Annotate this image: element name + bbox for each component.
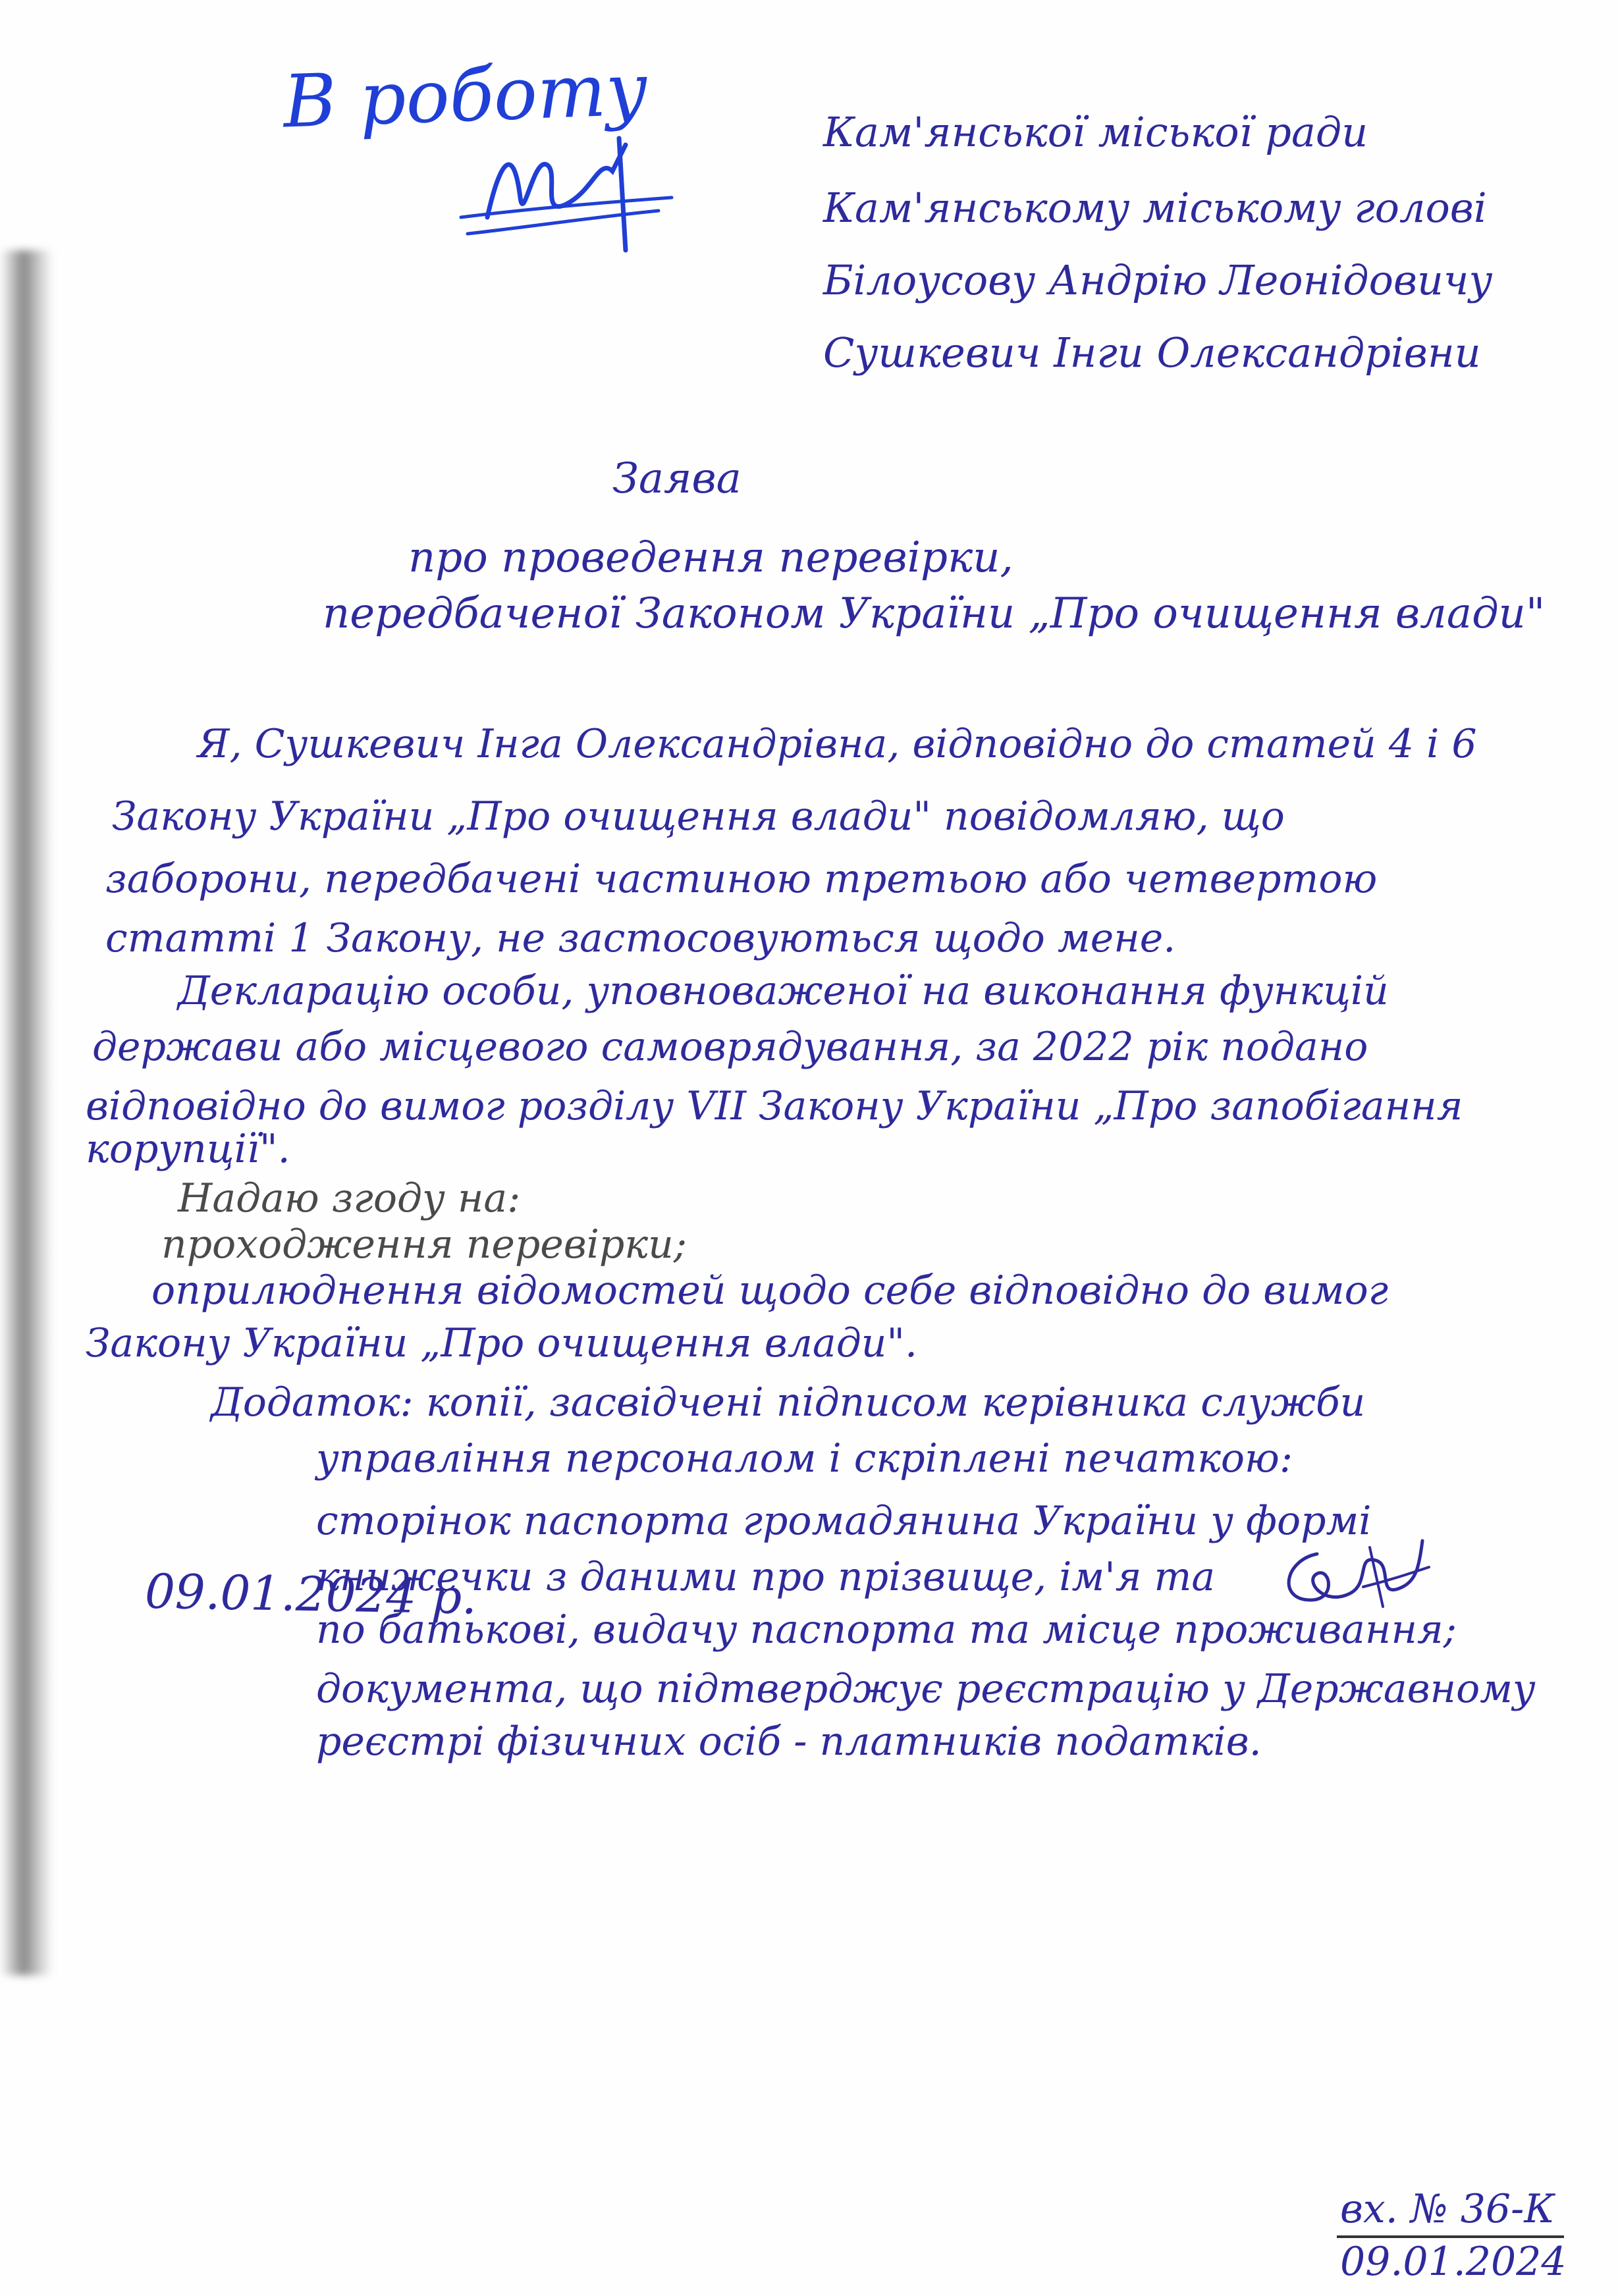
body-line: заборони, передбачені частиною третьою або четвертою bbox=[105, 856, 1378, 902]
body-line: Закону України „Про очищення влади" повідомляю, що bbox=[112, 793, 1285, 840]
registration-divider bbox=[1337, 2235, 1564, 2238]
attachment-line: сторінок паспорта громадянина України у формі bbox=[316, 1498, 1372, 1544]
addressee-line: Кам'янської міської ради bbox=[823, 108, 1368, 156]
attachment-line: документа, що підтверджує реєстрацію у Державному bbox=[316, 1666, 1536, 1712]
scan-shadow-edge bbox=[0, 250, 53, 1975]
attachment-line: управління персоналом і скріплені печаткою: bbox=[316, 1435, 1293, 1482]
title-line: про проведення перевірки, bbox=[408, 533, 1013, 582]
addressee-line: Кам'янському міському голові bbox=[823, 184, 1487, 232]
document-title: Заява bbox=[612, 454, 742, 503]
title-line: передбаченої Законом України „Про очищення влади" bbox=[323, 589, 1546, 638]
body-line: Додаток: копії, засвідчені підписом керівника служби bbox=[211, 1379, 1366, 1426]
body-line: відповідно до вимог розділу VII Закону України „Про запобігання bbox=[86, 1083, 1463, 1129]
resolution-text: В роботу bbox=[281, 47, 649, 144]
body-line: держави або місцевого самоврядування, за 2022 рік подано bbox=[92, 1024, 1368, 1070]
body-line: статті 1 Закону, не застосовуються щодо мене. bbox=[105, 915, 1176, 961]
attachment-line: книжечки з даними про прізвище, ім'я та bbox=[316, 1554, 1216, 1600]
attachment-line: по батькові, видачу паспорта та місце проживання; bbox=[316, 1607, 1457, 1653]
body-line: оприлюднення відомостей щодо себе відповідно до вимог bbox=[151, 1268, 1389, 1314]
body-line: проходження перевірки; bbox=[161, 1221, 687, 1268]
addressee-line: Білоусову Андрію Леонідовичу bbox=[823, 256, 1493, 304]
body-line: Декларацію особи, уповноваженої на виконання функцій bbox=[178, 968, 1389, 1014]
body-line: корупції". bbox=[86, 1126, 290, 1172]
document-date: 09.01.2024 р. bbox=[144, 1563, 477, 1625]
body-line: Я, Сушкевич Інга Олександрівна, відповідно до статей 4 і 6 bbox=[198, 721, 1477, 767]
body-line: Надаю згоду на: bbox=[178, 1175, 521, 1221]
addressee-line: Сушкевич Інги Олександрівни bbox=[823, 329, 1481, 377]
registration-date: 09.01.2024 bbox=[1340, 2239, 1567, 2285]
resolution-signature-icon bbox=[461, 119, 672, 263]
registration-number: вх. № 36-К bbox=[1340, 2186, 1555, 2232]
applicant-signature-icon bbox=[1278, 1528, 1436, 1620]
body-line: Закону України „Про очищення влади". bbox=[86, 1320, 918, 1366]
attachment-line: реєстрі фізичних осіб - платників податків. bbox=[316, 1719, 1262, 1765]
